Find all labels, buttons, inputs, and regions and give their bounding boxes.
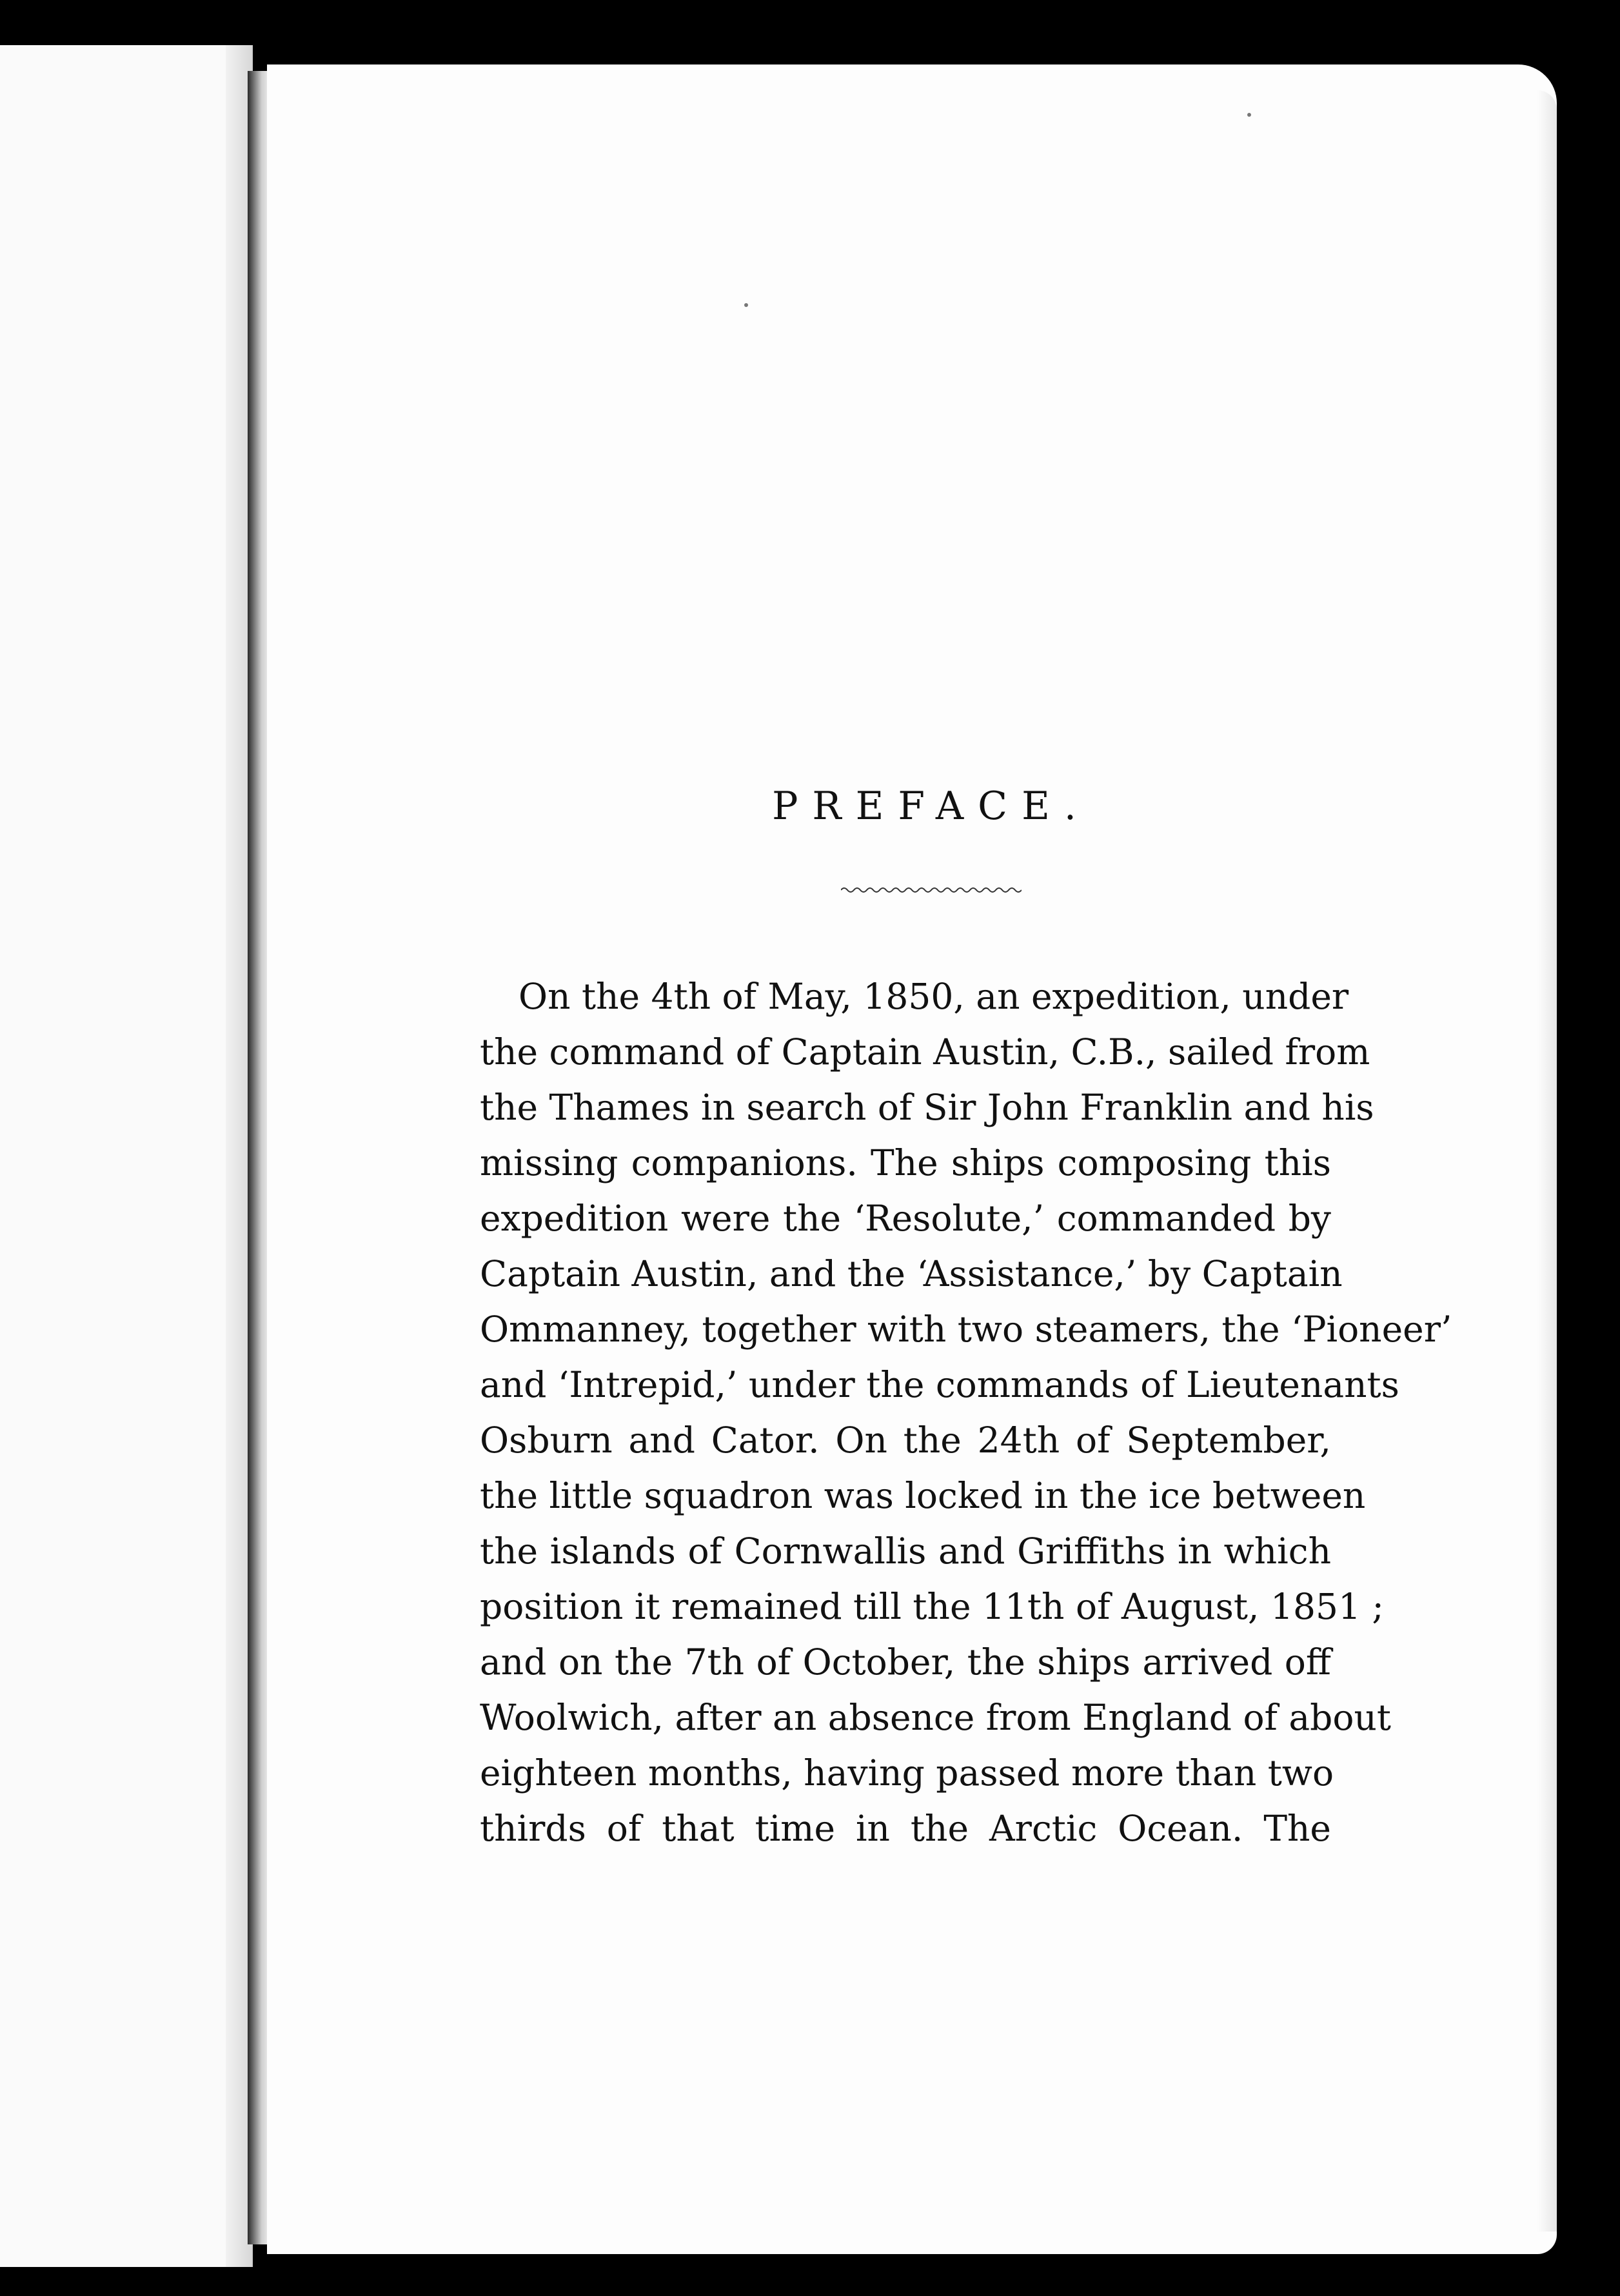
- text-line: position it remained till the 11th of August, 1851 ;: [480, 1586, 1384, 1627]
- ornamental-rule: [841, 882, 1022, 898]
- text-line: Captain Austin, and the ‘Assistance,’ by Captain: [480, 1253, 1343, 1294]
- right-page: [267, 64, 1557, 2254]
- text-line: Woolwich, after an absence from England of about: [480, 1697, 1392, 1738]
- text-line: the little squadron was locked in the ice between: [480, 1475, 1366, 1516]
- text-line: expedition were the ‘Resolute,’ commanded by: [480, 1198, 1331, 1239]
- text-line: the Thames in search of Sir John Franklin and his: [480, 1087, 1374, 1128]
- text-line: eighteen months, having passed more than two: [480, 1752, 1334, 1794]
- text-line: Osburn and Cator. On the 24th of September,: [480, 1420, 1331, 1461]
- text-line: the islands of Cornwallis and Griffiths in which: [480, 1530, 1331, 1572]
- preface-paragraph: [480, 969, 1452, 1856]
- text-line: thirds of that time in the Arctic Ocean. The: [480, 1808, 1331, 1849]
- paper-speck: [1247, 113, 1251, 117]
- text-line: the command of Captain Austin, C.B., sailed from: [480, 1031, 1370, 1073]
- paper-speck: [744, 303, 748, 307]
- left-page-blank: [0, 45, 253, 2267]
- text-line: On the 4th of May, 1850, an expedition, under: [519, 976, 1349, 1017]
- text-line: and on the 7th of October, the ships arrived off: [480, 1641, 1331, 1683]
- preface-content: [480, 784, 1452, 1856]
- page-title: PREFACE.: [772, 784, 1091, 829]
- text-line: missing companions. The ships composing this: [480, 1142, 1331, 1183]
- right-page-edge: [1537, 90, 1557, 2232]
- text-line: Ommanney, together with two steamers, the ‘Pioneer’: [480, 1309, 1452, 1350]
- text-line: and ‘Intrepid,’ under the commands of Lieutenants: [480, 1364, 1399, 1405]
